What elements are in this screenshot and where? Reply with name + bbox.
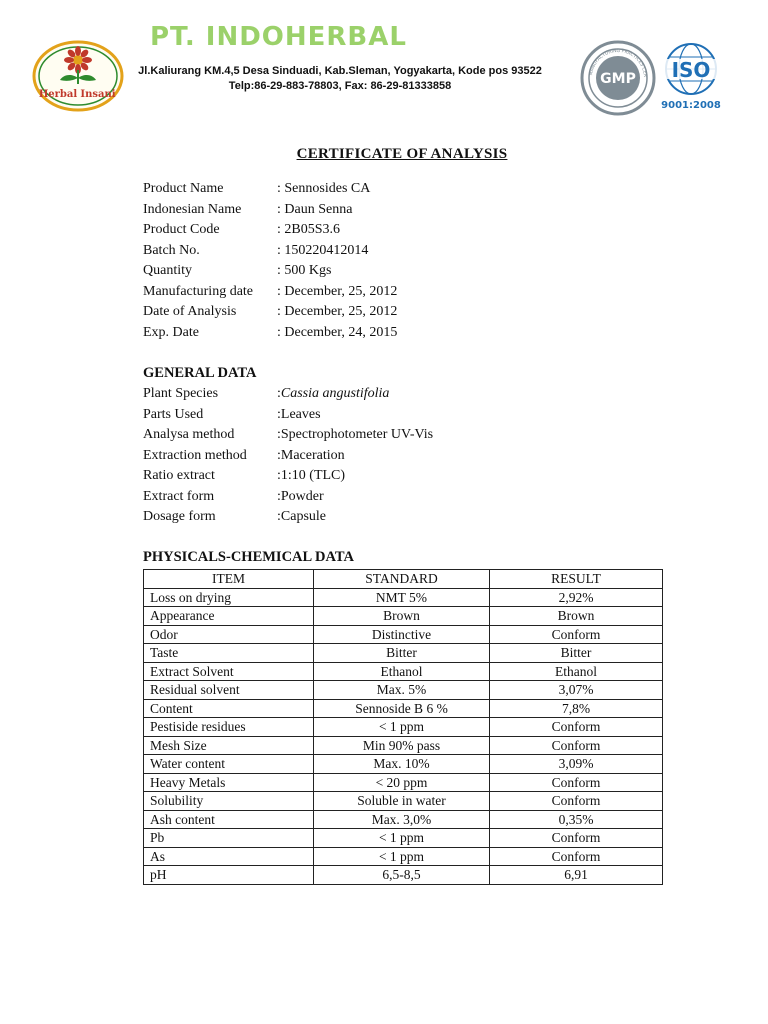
table-row <box>144 644 663 663</box>
general-row-analysa-method <box>143 425 433 445</box>
info-row-manufacturing-date <box>143 282 397 302</box>
cell-result: Conform <box>490 792 663 811</box>
info-row-quantity <box>143 261 331 281</box>
cell-standard: Ethanol <box>314 662 490 681</box>
general-label: Extract form <box>143 488 215 504</box>
info-value: : Daun Senna <box>277 201 353 217</box>
general-label: Dosage form <box>143 509 216 524</box>
gmp-text: GMP <box>600 71 636 87</box>
iso-badge <box>660 42 722 114</box>
phone-line: Telp:86-29-883-78803, Fax: 86-29-81333858 <box>228 80 452 92</box>
cell-item: Mesh Size <box>144 736 314 755</box>
cell-standard: < 20 ppm <box>314 773 490 792</box>
cell-item: Residual solvent <box>144 681 314 700</box>
general-data-heading: GENERAL DATA <box>143 365 257 381</box>
table-row <box>144 810 663 829</box>
table-row <box>144 662 663 681</box>
cell-result: 3,09% <box>490 755 663 774</box>
table-row <box>144 681 663 700</box>
general-colon: : <box>277 447 281 463</box>
general-row-ratio-extract <box>143 466 345 486</box>
general-value: Leaves <box>280 406 321 422</box>
cell-result: Conform <box>490 773 663 792</box>
info-value: : Sennosides CA <box>277 181 371 196</box>
cell-standard: Distinctive <box>314 625 490 644</box>
cell-item: Ash content <box>144 810 314 829</box>
table-row <box>144 755 663 774</box>
cell-item: Content <box>144 699 314 718</box>
address-line: Jl.Kaliurang KM.4,5 Desa Sinduadi, Kab.Sleman, Yogyakarta, Kode pos 93522 <box>138 65 542 77</box>
info-label: Manufacturing date <box>143 283 254 299</box>
info-value: : December, 24, 2015 <box>277 324 398 340</box>
cell-item: Appearance <box>144 607 314 626</box>
info-row-product-code <box>143 220 340 240</box>
physchem-table <box>143 569 663 885</box>
cell-standard: Brown <box>314 607 490 626</box>
table-row <box>144 829 663 848</box>
cell-standard: Max. 3,0% <box>314 810 490 829</box>
info-row-batch-no <box>143 241 368 261</box>
general-row-extraction-method <box>143 446 345 466</box>
company-name: PT. INDOHERBAL <box>150 22 407 52</box>
column-header-standard: STANDARD <box>314 570 490 589</box>
general-label: Extraction method <box>143 447 247 463</box>
table-row <box>144 625 663 644</box>
cell-item: Odor <box>144 625 314 644</box>
general-label: Ratio extract <box>143 468 215 483</box>
general-row-plant-species <box>143 384 389 404</box>
cell-item: Pestiside residues <box>144 718 314 737</box>
column-header-item: ITEM <box>144 570 314 589</box>
general-label: Parts Used <box>143 406 204 422</box>
general-label: Analysa method <box>143 427 235 442</box>
table-row <box>144 736 663 755</box>
cell-result: 6,91 <box>490 866 663 885</box>
cell-result: Bitter <box>490 644 663 663</box>
general-value: Powder <box>280 488 324 504</box>
cell-standard: Soluble in water <box>314 792 490 811</box>
general-colon: : <box>277 468 281 483</box>
cell-result: Conform <box>490 718 663 737</box>
cell-item: Water content <box>144 755 314 774</box>
info-row-product-name <box>143 179 370 199</box>
cell-standard: Bitter <box>314 644 490 663</box>
general-row-extract-form <box>143 487 324 507</box>
general-value: Spectrophotometer UV-Vis <box>280 427 434 442</box>
info-value: : 2B05S3.6 <box>277 222 341 237</box>
info-label: Exp. Date <box>143 324 199 340</box>
info-label: Indonesian Name <box>143 201 242 217</box>
company-address <box>120 64 560 94</box>
logo-text-herbal: Herbal <box>38 89 78 100</box>
cell-result: Ethanol <box>490 662 663 681</box>
table-row <box>144 718 663 737</box>
info-row-date-of-analysis <box>143 302 397 322</box>
general-colon: : <box>277 488 281 504</box>
cell-result: Brown <box>490 607 663 626</box>
table-row <box>144 866 663 885</box>
cell-item: As <box>144 847 314 866</box>
herbal-insani-logo <box>32 40 124 112</box>
table-row <box>144 588 663 607</box>
cell-result: Conform <box>490 625 663 644</box>
general-value: Capsule <box>280 509 326 524</box>
cell-item: Extract Solvent <box>144 662 314 681</box>
table-row <box>144 847 663 866</box>
cell-result: Conform <box>490 847 663 866</box>
general-colon: : <box>277 427 281 442</box>
iso-text: ISO <box>671 58 711 82</box>
table-row <box>144 792 663 811</box>
general-row-parts-used <box>143 405 321 425</box>
cell-standard: NMT 5% <box>314 588 490 607</box>
cell-standard: < 1 ppm <box>314 718 490 737</box>
general-label: Plant Species <box>143 386 219 401</box>
info-value: : 500 Kgs <box>277 263 332 278</box>
cell-item: Pb <box>144 829 314 848</box>
table-row <box>144 607 663 626</box>
cell-standard: Max. 10% <box>314 755 490 774</box>
cell-standard: Min 90% pass <box>314 736 490 755</box>
info-value: : December, 25, 2012 <box>277 304 398 319</box>
table-header-row <box>144 570 663 589</box>
table-row <box>144 699 663 718</box>
general-colon: : <box>277 386 281 401</box>
physchem-heading: PHYSICALS-CHEMICAL DATA <box>143 549 354 565</box>
info-label: Date of Analysis <box>143 304 237 319</box>
cell-result: 2,92% <box>490 588 663 607</box>
info-row-indonesian-name <box>143 200 352 220</box>
column-header-result: RESULT <box>490 570 663 589</box>
cell-standard: Max. 5% <box>314 681 490 700</box>
cell-result: 7,8% <box>490 699 663 718</box>
cell-item: Taste <box>144 644 314 663</box>
document-title: CERTIFICATE OF ANALYSIS <box>296 146 508 162</box>
general-value: Maceration <box>280 447 345 463</box>
cell-result: Conform <box>490 736 663 755</box>
cell-item: pH <box>144 866 314 885</box>
gmp-ring-text: MANUFACTURING PRACTICES CER <box>589 48 647 78</box>
info-label: Batch No. <box>143 242 200 258</box>
general-colon: : <box>277 406 281 422</box>
cell-result: 3,07% <box>490 681 663 700</box>
general-value: Cassia angustifolia <box>280 386 390 401</box>
general-row-dosage-form <box>143 507 326 527</box>
info-value: : 150220412014 <box>277 242 369 258</box>
cell-item: Loss on drying <box>144 588 314 607</box>
gmp-seal <box>580 40 656 116</box>
general-value: 1:10 (TLC) <box>280 468 346 483</box>
cell-standard: 6,5-8,5 <box>314 866 490 885</box>
info-label: Product Name <box>143 181 224 196</box>
cell-item: Heavy Metals <box>144 773 314 792</box>
logo-text-insani: Insani <box>80 89 116 100</box>
cell-result: 0,35% <box>490 810 663 829</box>
info-value: : December, 25, 2012 <box>277 283 398 299</box>
info-label: Product Code <box>143 222 220 237</box>
cell-standard: Sennoside B 6 % <box>314 699 490 718</box>
info-label: Quantity <box>143 263 192 278</box>
cell-standard: < 1 ppm <box>314 847 490 866</box>
table-row <box>144 773 663 792</box>
cell-result: Conform <box>490 829 663 848</box>
cell-item: Solubility <box>144 792 314 811</box>
general-colon: : <box>277 509 281 524</box>
cell-standard: < 1 ppm <box>314 829 490 848</box>
info-row-exp-date <box>143 323 397 343</box>
iso-number: 9001:2008 <box>661 100 721 111</box>
